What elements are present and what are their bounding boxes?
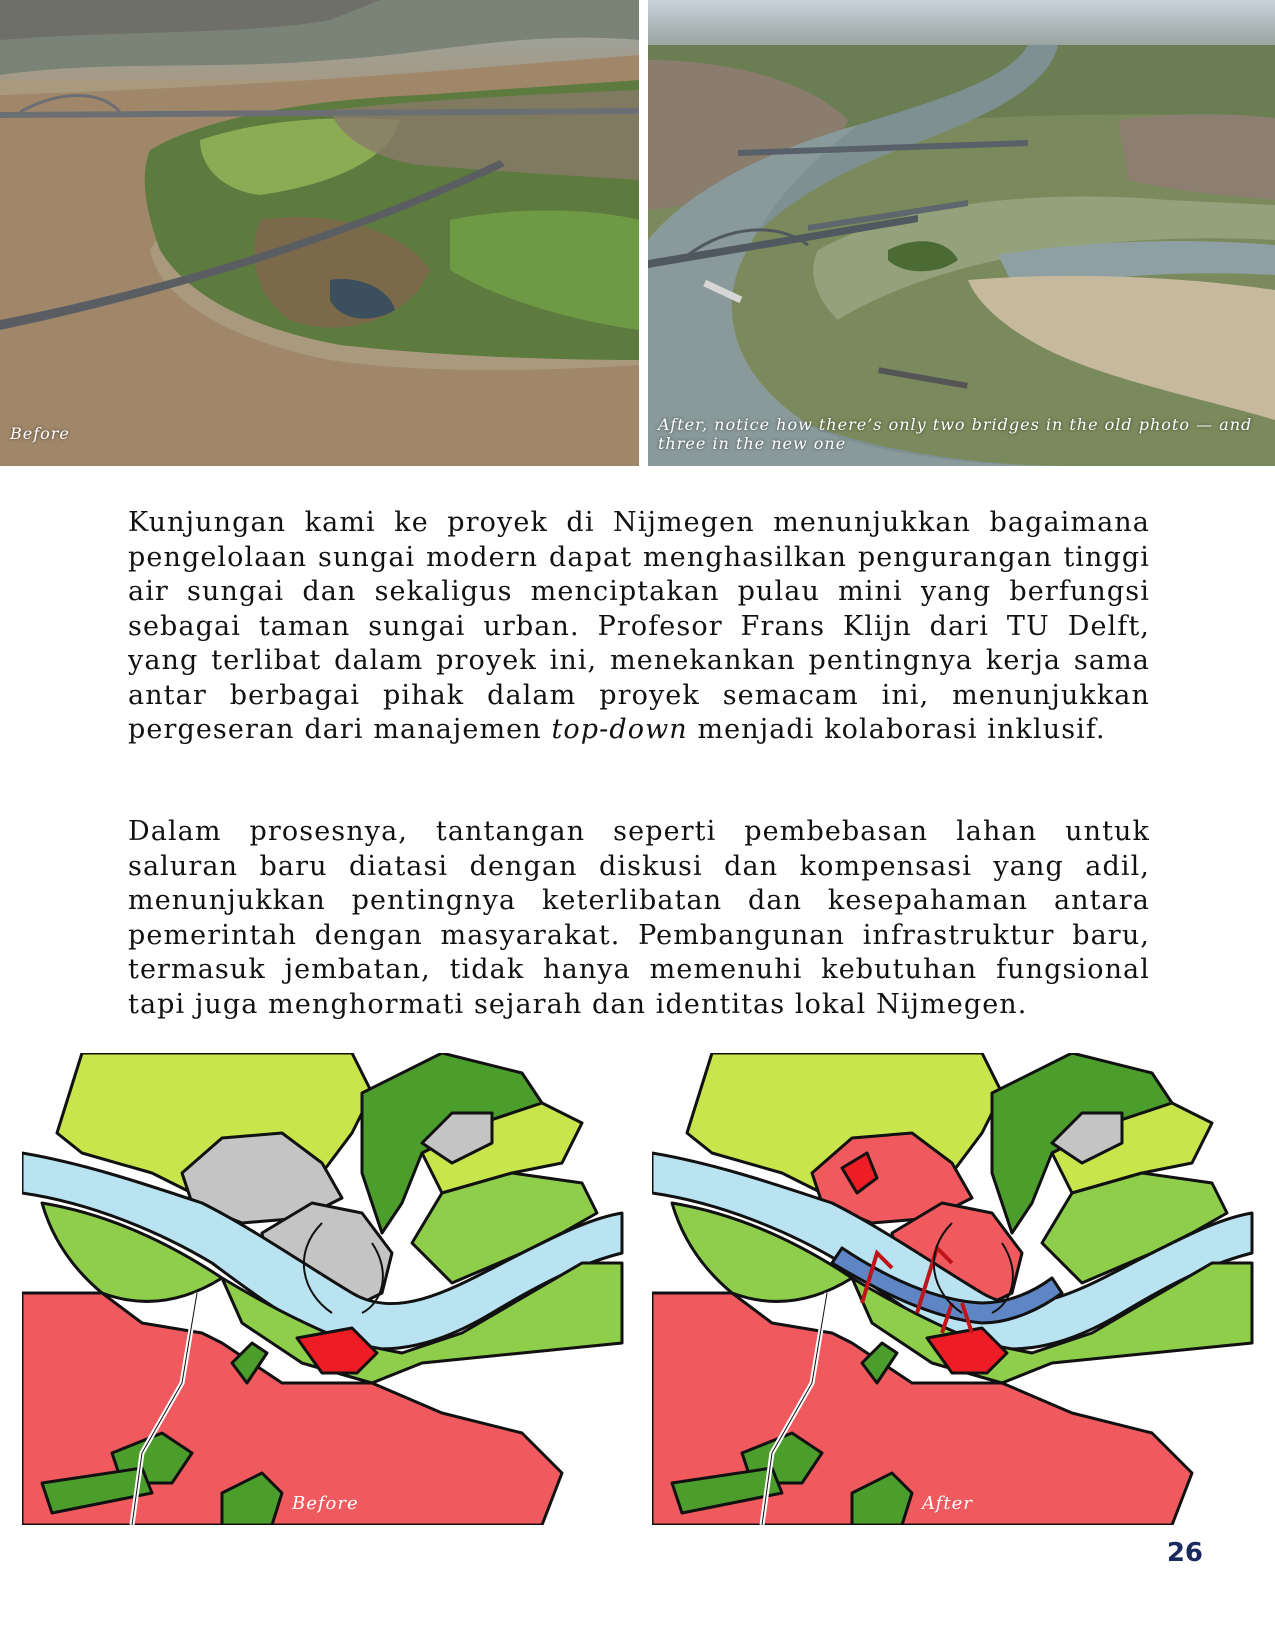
after-aerial-photo (648, 0, 1275, 466)
before-map-caption: Before (292, 1493, 359, 1514)
before-aerial-photo (0, 0, 639, 466)
before-photo-caption: Before (10, 424, 70, 443)
after-photo-caption: After, notice how there’s only two bridges in the old photo — and three in the new one (658, 415, 1253, 453)
para1-text-end: menjadi kolaborasi inklusif. (687, 714, 1106, 745)
after-landuse-map (652, 1053, 1258, 1525)
para1-emphasis: top-down (551, 714, 688, 745)
before-landuse-map (22, 1053, 630, 1525)
body-paragraph-1 (128, 506, 1150, 748)
page-number: 26 (1166, 1538, 1203, 1568)
after-map-caption: After (922, 1493, 973, 1514)
body-paragraph-2: Dalam prosesnya, tantangan seperti pembebasan lahan untuk saluran baru diatasi dengan diskusi dan kompensasi yang adil, menunjukkan pentingnya keterlibatan dan kesepahaman antara pemerintah dengan masyarakat. Pembangunan infrastruktur baru, termasuk jembatan, tidak hanya memenuhi kebutuhan fungsional tapi juga menghormati sejarah dan identitas lokal Nijmegen. (128, 816, 1150, 1020)
para1-text-start: Kunjungan kami ke proyek di Nijmegen menunjukkan bagaimana pengelolaan sungai modern dapat menghasilkan pengurangan tinggi air sungai dan sekaligus menciptakan pulau mini yang berfungsi sebagai taman sungai urban. Profesor Frans Klijn dari TU Delft, yang terlibat dalam proyek ini, menekankan pentingnya kerja sama antar berbagai pihak dalam proyek semacam ini, menunjukkan pergeseran dari manajemen (128, 507, 1150, 745)
